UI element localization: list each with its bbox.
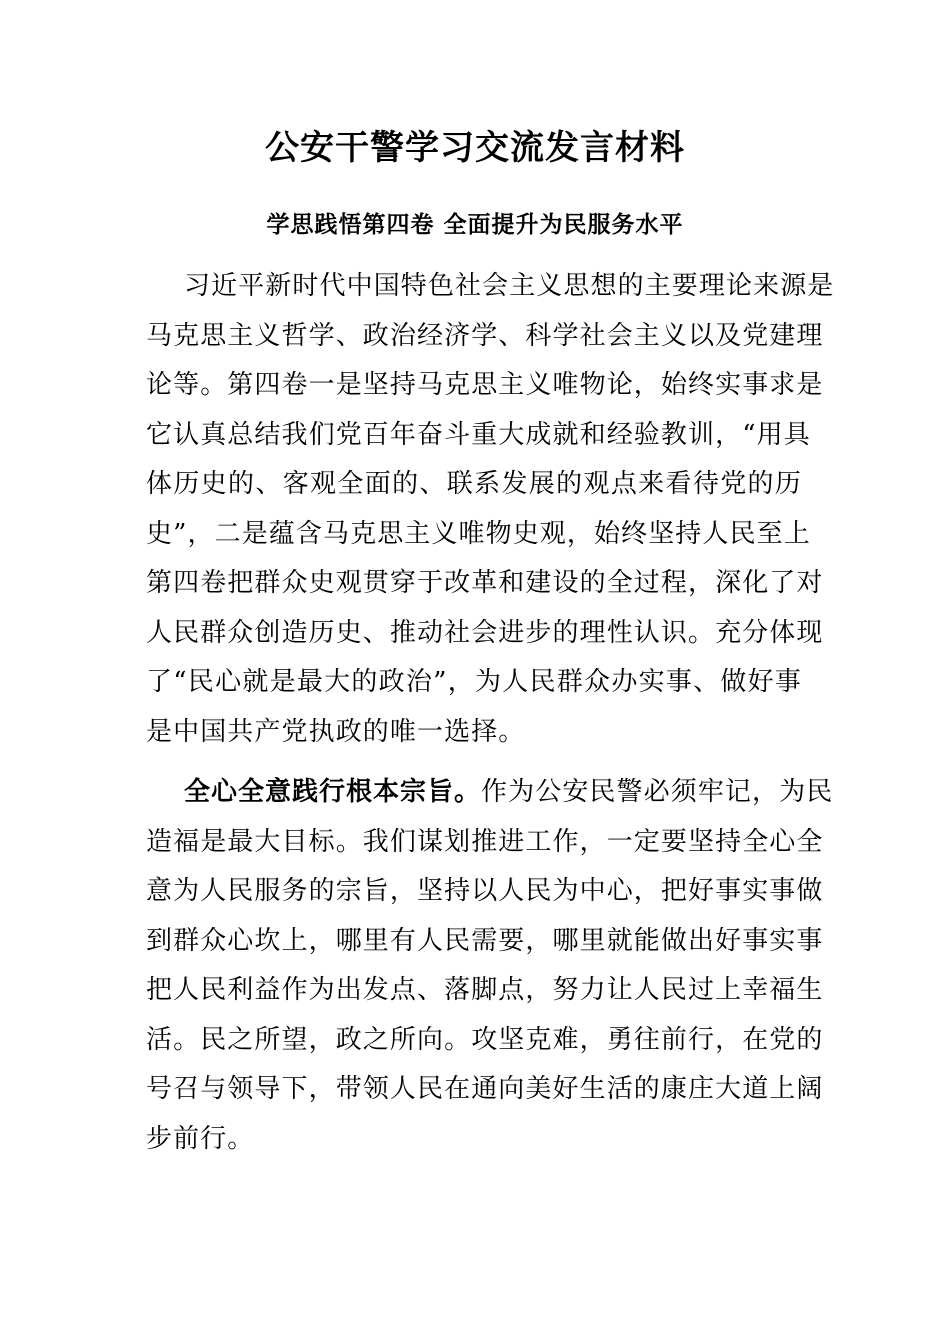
paragraph-line: 活。民之所望，政之所向。攻坚克难，勇往前行，在党的 <box>146 1024 824 1055</box>
paragraph-line: 史”，二是蕴含马克思主义唯物史观，始终坚持人民至上 <box>146 518 811 549</box>
paragraph-line: 第四卷把群众史观贯穿于改革和建设的全过程，深化了对 <box>146 568 824 598</box>
paragraph-line: 马克思主义哲学、政治经济学、科学社会主义以及党建理 <box>146 320 824 351</box>
paragraph-line: 习近平新时代中国特色社会主义思想的主要理论来源是 <box>184 271 835 301</box>
document-title: 公安干警学习交流发言材料 <box>265 128 685 168</box>
paragraph-line: 号召与领导下，带领人民在通向美好生活的康庄大道上阔 <box>146 1074 824 1104</box>
paragraph-line: 造福是最大目标。我们谋划推进工作，一定要坚持全心全 <box>146 826 824 857</box>
paragraph-line: 到群众心坎上，哪里有人民需要，哪里就能做出好事实事 <box>146 925 824 956</box>
paragraph-line: 它认真总结我们党百年奋斗重大成就和经验教训，“用具 <box>146 419 811 450</box>
paragraph-line: 论等。第四卷一是坚持马克思主义唯物论，始终实事求是 <box>146 370 824 400</box>
paragraph-line: 把人民利益作为出发点、落脚点，努力让人民过上幸福生 <box>146 975 824 1005</box>
paragraph-first-line-text: 作为公安民警必须牢记，为民 <box>481 777 834 807</box>
paragraph-fundamental-purpose <box>146 768 834 1164</box>
paragraph-theory-sources <box>146 262 835 757</box>
paragraph-line: 体历史的、客观全面的、联系发展的观点来看待党的历 <box>146 469 802 499</box>
paragraph-lead-heading: 全心全意践行根本宗旨。 <box>184 777 482 807</box>
paragraph-line: 步前行。 <box>146 1123 255 1154</box>
paragraph-line: 是中国共产党执政的唯一选择。 <box>146 716 526 747</box>
document-subtitle: 学思践悟第四卷 全面提升为民服务水平 <box>266 212 684 238</box>
paragraph-line: 人民群众创造历史、推动社会进步的理性认识。充分体现 <box>146 617 824 648</box>
paragraph-line: 意为人民服务的宗旨，坚持以人民为中心，把好事实事做 <box>146 876 824 906</box>
paragraph-line: 了“民心就是最大的政治”，为人民群众办实事、做好事 <box>146 667 802 697</box>
paragraph-first-line <box>146 768 834 818</box>
